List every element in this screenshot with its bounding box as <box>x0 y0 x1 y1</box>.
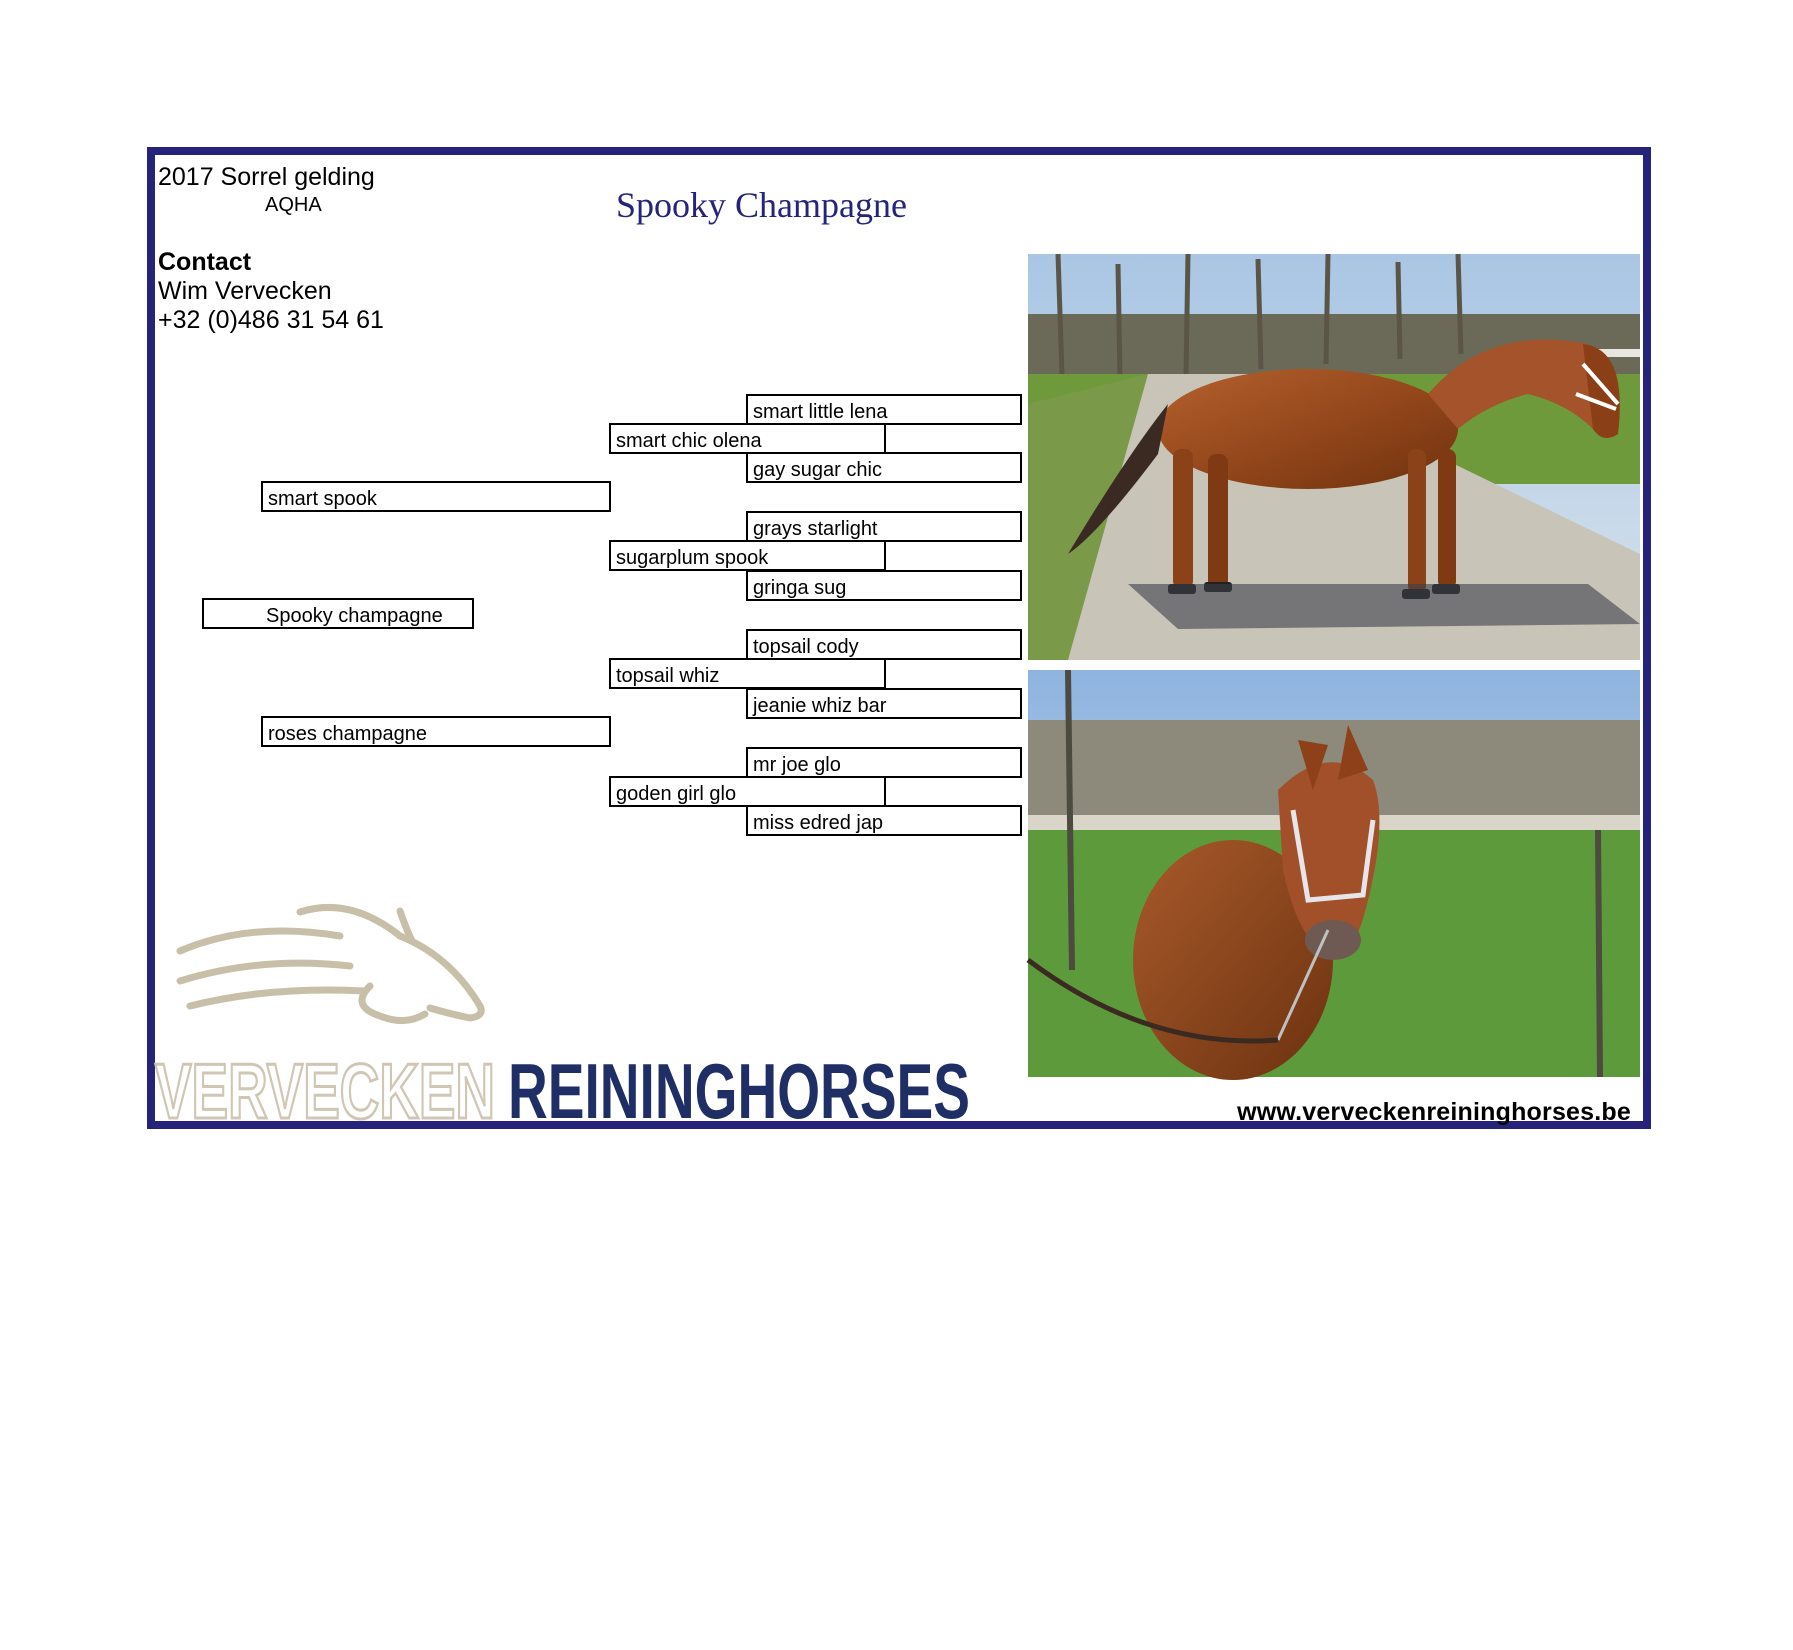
pedigree-ss-sire <box>746 394 1022 425</box>
pedigree-sire-dam-label: sugarplum spook <box>616 547 769 569</box>
pedigree-subject-label: Spooky champagne <box>266 605 443 627</box>
pedigree-ds-dam <box>746 688 1022 719</box>
horse-photo-front <box>1028 670 1640 1077</box>
pedigree-sire-label: smart spook <box>268 488 377 510</box>
page-title: Spooky Champagne <box>616 185 907 225</box>
pedigree-subject <box>202 598 474 629</box>
pedigree-dd-sire-label: mr joe glo <box>753 754 841 776</box>
pedigree-sire-dam <box>609 540 886 571</box>
pedigree-ds-sire-label: topsail cody <box>753 636 859 658</box>
pedigree-sire-sire <box>609 423 886 454</box>
pedigree-ss-sire-label: smart little lena <box>753 401 888 423</box>
logo-text-left: VERVECKEN <box>155 1047 495 1135</box>
pedigree-ss-dam-label: gay sugar chic <box>753 459 882 481</box>
pedigree-dam-sire-label: topsail whiz <box>616 665 720 687</box>
pedigree-dd-dam <box>746 805 1022 836</box>
vervecken-reininghorses-logo <box>150 896 980 1135</box>
pedigree-dam <box>261 716 611 747</box>
horse-photo-side <box>1028 254 1640 660</box>
pedigree-dd-dam-label: miss edred jap <box>753 812 884 834</box>
horse-photo-side-image <box>1028 254 1640 660</box>
pedigree-dam-sire <box>609 658 886 689</box>
website-link[interactable]: www.verveckenreininghorses.be <box>1237 1098 1631 1126</box>
pedigree-ds-sire <box>746 629 1022 660</box>
horse-photo-front-image <box>1028 670 1640 1077</box>
pedigree-sd-sire-label: grays starlight <box>753 518 878 540</box>
horse-description: 2017 Sorrel gelding <box>158 163 375 191</box>
logo-text-right: REININGHORSES <box>508 1047 970 1135</box>
pedigree-sd-dam <box>746 570 1022 601</box>
pedigree-ss-dam <box>746 452 1022 483</box>
pedigree-ds-dam-label: jeanie whiz bar <box>753 695 887 717</box>
pedigree-dd-sire <box>746 747 1022 778</box>
pedigree-sire-sire-label: smart chic olena <box>616 430 762 452</box>
pedigree-sd-dam-label: gringa sug <box>753 577 847 599</box>
horse-head-logo-icon <box>180 907 481 1020</box>
registry-label: AQHA <box>265 194 322 216</box>
pedigree-sire <box>261 481 611 512</box>
pedigree-dam-dam <box>609 776 886 807</box>
pedigree-dam-label: roses champagne <box>268 723 427 745</box>
contact-name: Wim Vervecken <box>158 277 332 305</box>
contact-phone: +32 (0)486 31 54 61 <box>158 306 384 334</box>
pedigree-dam-dam-label: goden girl glo <box>616 783 737 805</box>
pedigree-sd-sire <box>746 511 1022 542</box>
contact-heading: Contact <box>158 248 252 276</box>
